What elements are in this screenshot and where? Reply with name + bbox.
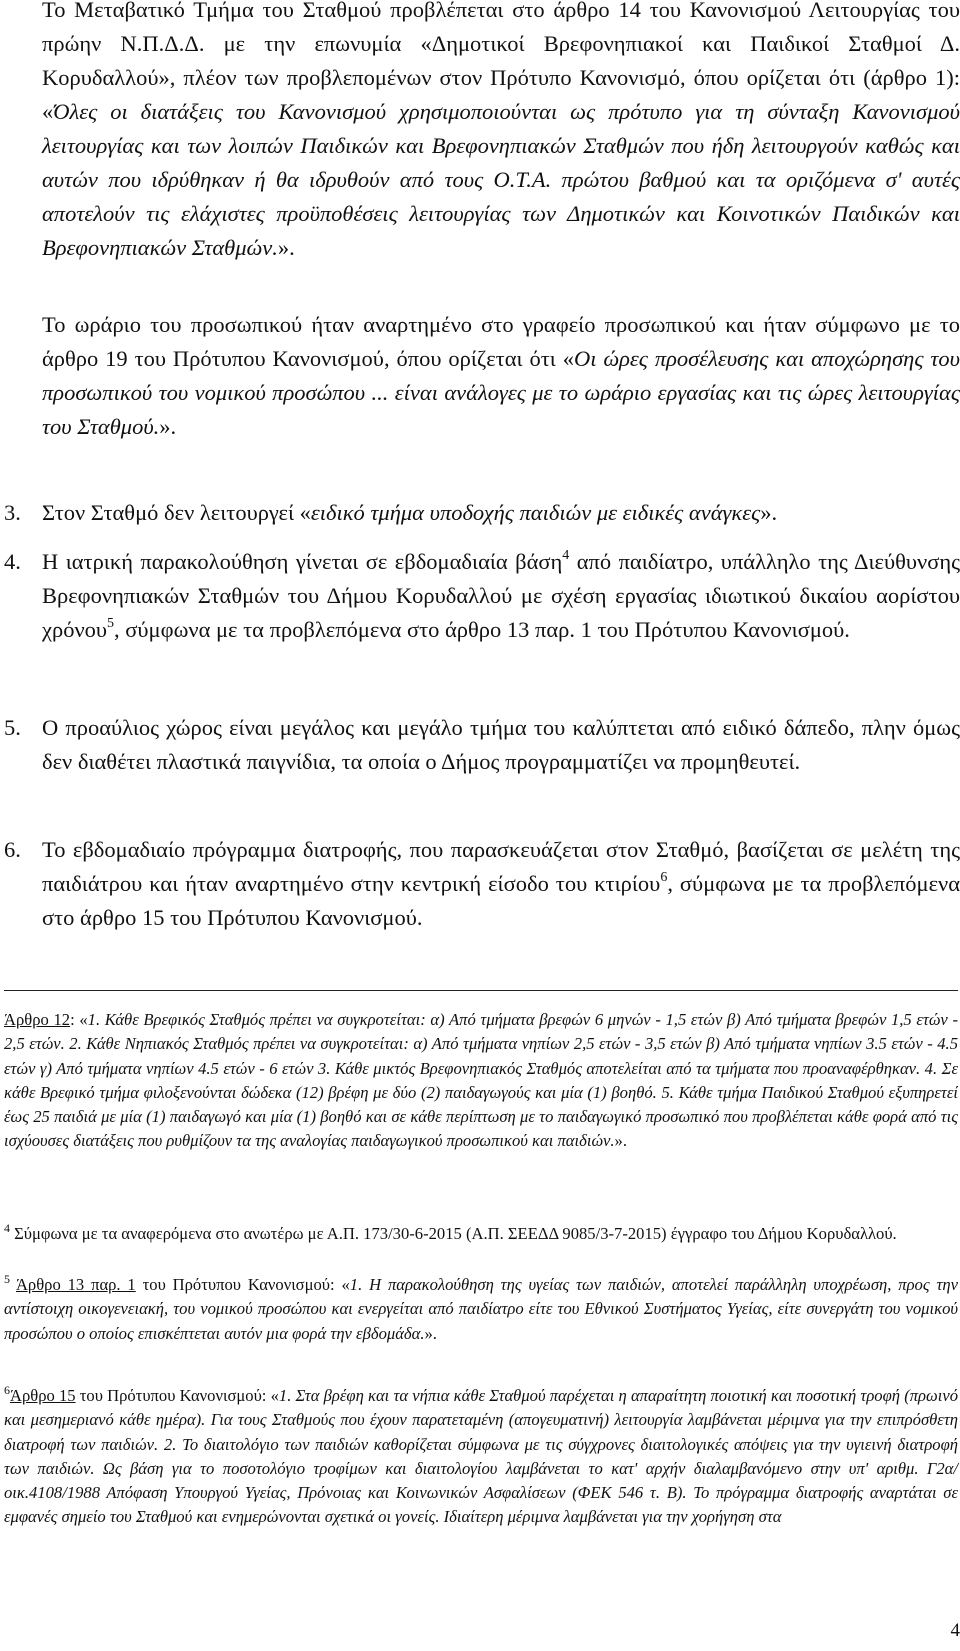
text-segment: ». (614, 1131, 627, 1151)
text-segment: Το εβδομαδιαίο πρόγραμμα διατροφής, που παρασκευάζεται στον Σταθμό, βασίζεται σε μελέτη της παιδιάτρου και ήταν αναρτημένο στην κεντρική είσοδο του κτιρίου (42, 837, 960, 896)
text-segment: ». (424, 1323, 437, 1343)
paragraph-transition-section (42, 0, 960, 265)
list-item-4 (4, 545, 960, 647)
footnote-number: 6 (4, 1383, 10, 1397)
quoted-regulation: Όλες οι διατάξεις του Κανονισμού χρησιμοποιούνται ως πρότυπο για τη σύνταξη Κανονισμού λειτουργίας και των λοιπών Παιδικών και Βρεφονηπιακών Σταθμών που ήδη λειτουργούν καθώς και αυτών που ιδρύθηκαν ή θα ιδρυθούν από τους Ο.Τ.Α. πρώτου βαθμού και τα οριζόμενα σ' αυτές αποτελούν τις ελάχιστες προϋποθέσεις λειτουργίας των Δημοτικών και Κοινοτικών Παιδικών και Βρεφονηπιακών Σταθμών. (42, 99, 960, 260)
footnote-number: 4 (4, 1221, 10, 1235)
footnote-ref[interactable]: 4 (562, 548, 570, 563)
item-number: 6. (4, 837, 21, 862)
footnote-separator (4, 990, 958, 991)
quoted-regulation: 1. Η παρακολούθηση της υγείας των παιδιών, αποτελεί παράλληλη υποχρέωση, προς την αντίστοιχη οικογενειακή, του νομικού προσώπου και ενεργείται από παιδίατρο είτε του Εθνικού Συστήματος Υγείας, είτε συνεργάτη του νομικού προσώπου ο οποίος επισκέπτεται αυτόν μια φορά την εβδομάδα. (4, 1275, 958, 1343)
list-item-3 (4, 496, 960, 530)
footnote-4 (4, 1222, 958, 1246)
list-item-6 (4, 833, 960, 935)
text-segment: , σύμφωνα με τα προβλεπόμενα στο άρθρο 15 του Πρότυπου Κανονισμού. (42, 871, 960, 930)
item-number: 5. (4, 715, 21, 740)
footnote-6 (4, 1384, 958, 1530)
paragraph-staff-hours (42, 308, 960, 444)
list-item-5 (4, 711, 960, 779)
footnote-number: 5 (4, 1272, 10, 1286)
footnote-article-12 (4, 1008, 958, 1154)
text-segment: Στον Σταθμό δεν λειτουργεί « (42, 500, 311, 525)
item-number: 4. (4, 549, 21, 574)
text-segment: Η ιατρική παρακολούθηση γίνεται σε εβδομαδιαία βάση (42, 549, 563, 574)
footnote-link[interactable]: Άρθρο 13 παρ. 1 (15, 1275, 136, 1294)
quoted-text: ειδικό τμήμα υποδοχής παιδιών με ειδικές ανάγκες (310, 500, 761, 525)
text-segment: Σύμφωνα με τα αναφερόμενα στο ανωτέρω με Α.Π. 173/30-6-2015 (Α.Π. ΣΕΕΔΔ 9085/3-7-2015) έγγραφο του Δήμου Κορυδαλλού. (10, 1224, 897, 1243)
footnote-5 (4, 1273, 958, 1346)
footnote-link[interactable]: Άρθρο 15 (10, 1386, 76, 1405)
text-segment: του Πρότυπου Κανονισμού: « (75, 1386, 279, 1405)
quoted-regulation: 1. Στα βρέφη και τα νήπια κάθε Σταθμού παρέχεται η απαραίτητη ποιοτική και ποσοτική τροφή (πρωινό και μεσημεριανό κάθε ημέρα). Για τους Σταθμούς που έχουν παρατεταμένη (απογευματινή) λειτουργία λαμβάνεται μέριμνα για την επιπρόσθετη διατροφή των παιδιών. 2. Το διαιτολόγιο των παιδιών καθορίζεται σύμφωνα με τις σύγχρονες διαιτολογικές απόψεις για την υγιεινή διατροφή των παιδιών. Ως βάση για το ποσοτολόγιο τροφίμων και διαιτολογίου λαμβάνεται το κατ' αρχήν διαλαμβανόμενο στην υπ' αριθμ. Γ2α/οικ.4108/1988 Απόφαση Υπουργού Υγείας, Πρόνοιας και Κοινωνικών Ασφαλίσεων (ΦΕΚ 546 τ. Β). Το πρόγραμμα διατροφής αναρτάται σε εμφανές σημείο του Σταθμού και ενημερώνονται σχετικά οι γονείς. Ιδιαίτερη μέριμνα λαμβάνεται για την χορήγηση στα (4, 1386, 958, 1527)
text-segment: ». (760, 500, 778, 525)
text-segment: του Πρότυπου Κανονισμού: « (135, 1275, 350, 1294)
page-number: 4 (950, 1620, 960, 1641)
text-segment: Το Μεταβατικό Τμήμα του Σταθμού προβλέπεται στο άρθρο 14 του Κανονισμού Λειτουργίας του πρώην Ν.Π.Δ.Δ. με την επωνυμία «Δημοτικοί Βρεφονηπιακοί και Παιδικοί Σταθμοί Δ. Κορυδαλλού», πλέον των προβλεπομένων στον Πρότυπο Κανονισμό, όπου ορίζεται ότι (άρθρο 1): « (42, 0, 960, 124)
text-segment: ». (277, 235, 295, 260)
text-segment: Ο προαύλιος χώρος είναι μεγάλος και μεγάλο τμήμα του καλύπτεται από ειδικό δάπεδο, πλην όμως δεν διαθέτει πλαστικά παιγνίδια, τα οποία ο Δήμος προγραμματίζει να προμηθευτεί. (42, 715, 960, 774)
item-number: 3. (4, 500, 21, 525)
footnote-link[interactable]: Άρθρο 12 (4, 1010, 71, 1029)
text-segment: από παιδίατρο, υπάλληλο της Διεύθυνσης Βρεφονηπιακών Σταθμών του Δήμου Κορυδαλλού με σχέση εργασίας ιδιωτικού δικαίου αορίστου χρόνου (42, 549, 960, 642)
text-segment: Το ωράριο του προσωπικού ήταν αναρτημένο στο γραφείο προσωπικού και ήταν σύμφωνο με το άρθρο 19 του Πρότυπου Κανονισμού, όπου ορίζεται ότι « (42, 312, 960, 371)
text-segment: : « (70, 1010, 88, 1029)
footnote-ref[interactable]: 5 (107, 616, 115, 631)
quoted-regulation: 1. Κάθε Βρεφικός Σταθμός πρέπει να συγκροτείται: α) Από τμήματα βρεφών 6 μηνών - 1,5 ετών β) Από τμήματα βρεφών 1,5 ετών - 2,5 ετών. 2. Κάθε Νηπιακός Σταθμός πρέπει να συγκροτείται: α) Από τμήματα νηπίων 2,5 ετών - 3,5 ετών β) Από τμήματα νηπίων 3.5 ετών - 4.5 ετών γ) Από τμήματα νηπίων 4.5 ετών - 6 ετών 3. Κάθε μικτός Βρεφονηπιακός Σταθμός αποτελείται από τα τμήματα που προαναφέρθηκαν. 4. Σε κάθε Βρεφικό τμήμα φιλοξενούνται δώδεκα (12) βρέφη με δύο (2) παιδαγωγούς και μία (1) βοηθό. 5. Κάθε τμήμα Παιδικού Σταθμού εξυπηρετεί έως 25 παιδιά με μία (1) παιδαγωγό και μία (1) βοηθό και σε κάθε περίπτωση με το παιδαγωγικό προσωπικό που προβλέπεται κάθε φορά από τις ισχύουσες διατάξεις που ρυθμίζουν τα της αναλογίας παιδαγωγικού προσωπικού και παιδιών. (4, 1010, 958, 1151)
text-segment: , σύμφωνα με τα προβλεπόμενα στο άρθρο 13 παρ. 1 του Πρότυπου Κανονισμού. (114, 617, 850, 642)
footnote-ref[interactable]: 6 (660, 870, 668, 885)
text-segment: ». (159, 414, 177, 439)
quoted-regulation: Οι ώρες προσέλευσης και αποχώρησης του προσωπικού του νομικού προσώπου ... είναι ανάλογες με το ωράριο εργασίας και τις ώρες λειτουργίας του Σταθμού. (42, 346, 960, 439)
